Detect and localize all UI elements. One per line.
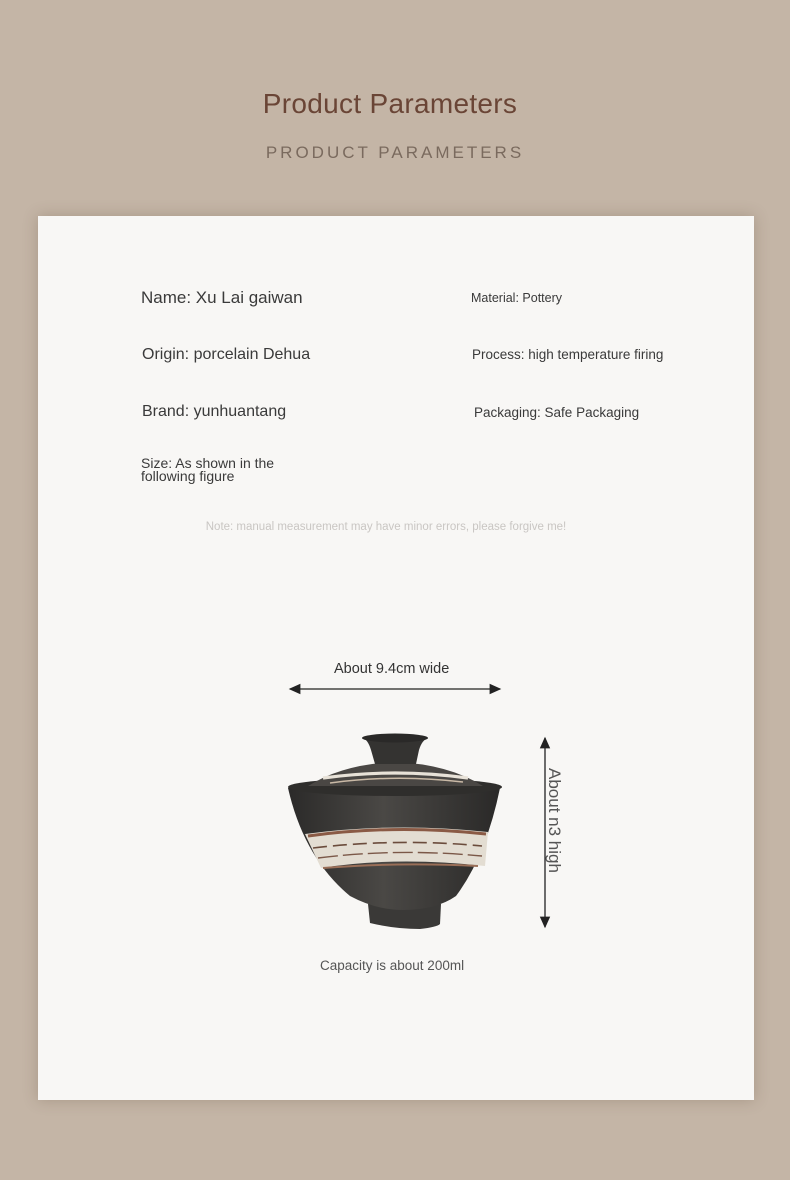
param-brand: Brand: yunhuantang <box>142 403 287 420</box>
param-name: Name: Xu Lai gaiwan <box>141 288 303 307</box>
param-packaging: Packaging: Safe Packaging <box>474 405 640 420</box>
param-origin: Origin: porcelain Dehua <box>142 346 311 363</box>
gaiwan-illustration <box>288 734 502 930</box>
capacity-label: Capacity is about 200ml <box>320 958 465 973</box>
param-process: Process: high temperature firing <box>472 347 664 362</box>
page-subtitle: PRODUCT PARAMETERS <box>265 143 525 162</box>
measurement-note: Note: manual measurement may have minor errors, please forgive me! <box>205 521 567 533</box>
page-title: Product Parameters <box>262 88 518 119</box>
parameters-card <box>38 216 754 1100</box>
height-label: About n3 high <box>545 768 564 873</box>
param-size: Size: As shown in the following figure <box>141 455 275 484</box>
width-label: About 9.4cm wide <box>334 661 450 677</box>
param-material: Material: Pottery <box>471 291 563 305</box>
